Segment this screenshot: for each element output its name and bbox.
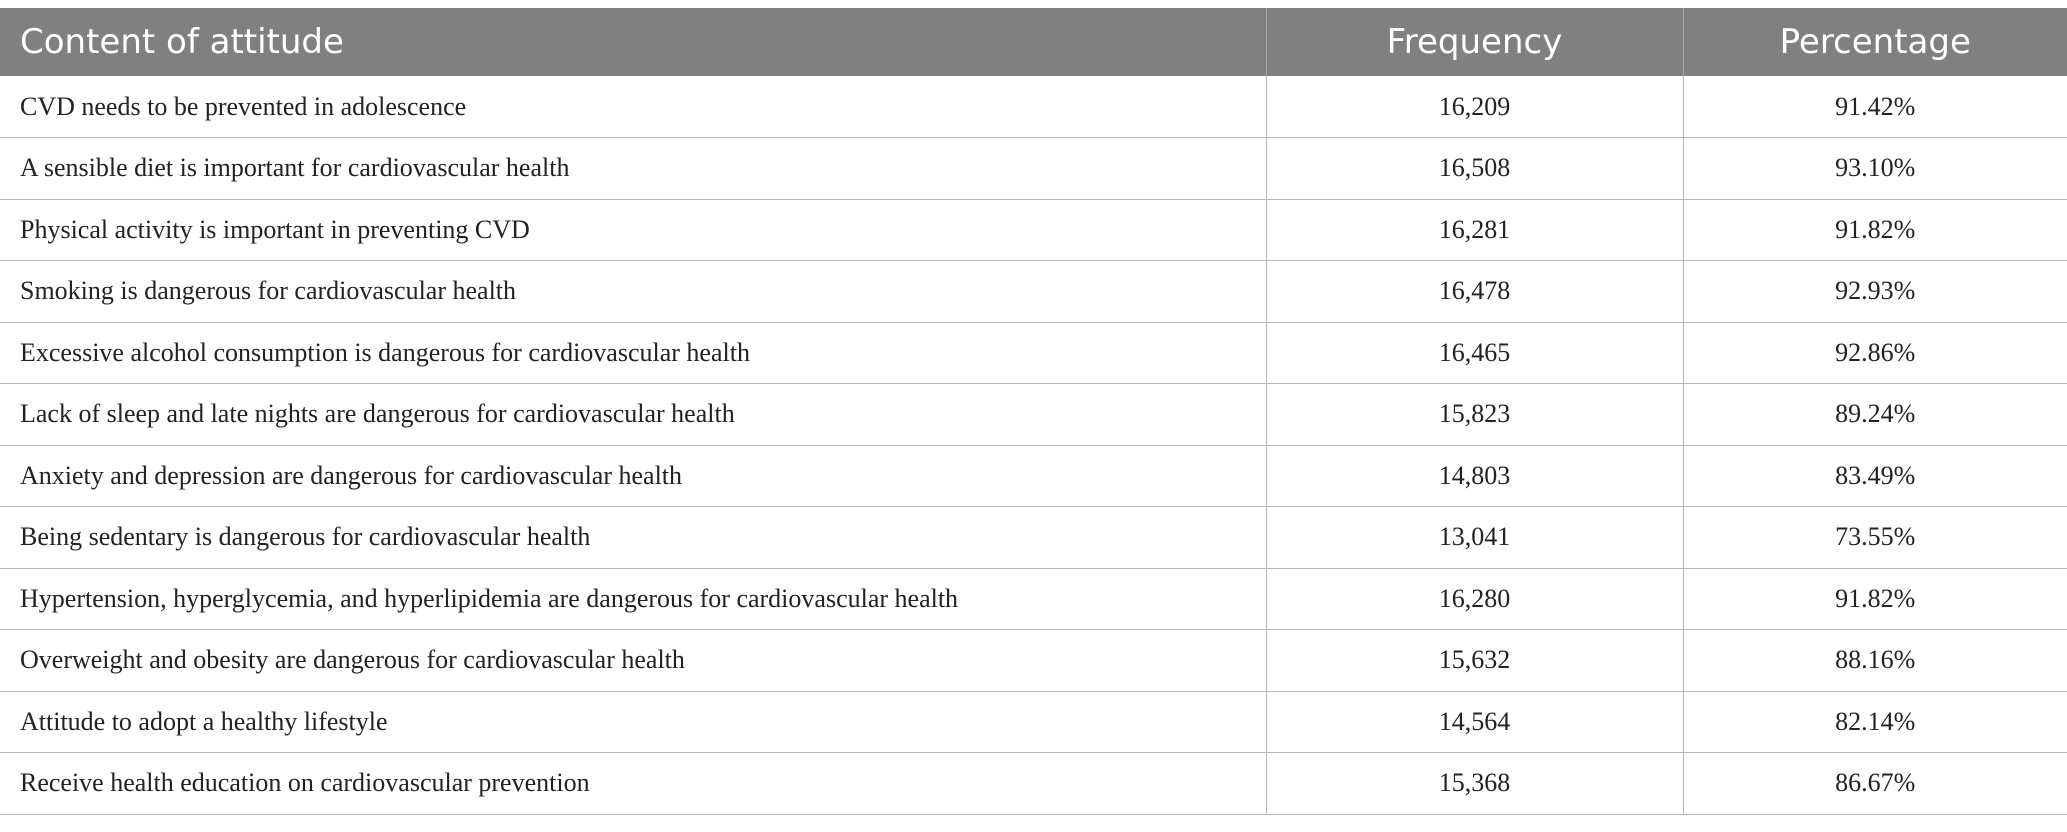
percentage-cell: 88.16% [1683,630,2067,692]
table-row [0,691,2067,753]
frequency-cell: 16,478 [1266,261,1683,323]
attitude-table [0,8,2067,815]
table-row [0,384,2067,446]
table-row [0,138,2067,200]
percentage-cell: 82.14% [1683,691,2067,753]
header-frequency: Frequency [1266,8,1683,76]
attitude-cell: CVD needs to be prevented in adolescence [0,76,1266,138]
percentage-cell: 73.55% [1683,507,2067,569]
frequency-cell: 16,281 [1266,199,1683,261]
percentage-cell: 91.82% [1683,568,2067,630]
attitude-cell: A sensible diet is important for cardiovascular health [0,138,1266,200]
percentage-cell: 91.82% [1683,199,2067,261]
percentage-cell: 92.93% [1683,261,2067,323]
attitude-table-container [0,8,2067,815]
percentage-cell: 83.49% [1683,445,2067,507]
frequency-cell: 15,368 [1266,753,1683,815]
table-row [0,199,2067,261]
attitude-cell: Anxiety and depression are dangerous for cardiovascular health [0,445,1266,507]
table-row [0,76,2067,138]
frequency-cell: 16,280 [1266,568,1683,630]
frequency-cell: 16,209 [1266,76,1683,138]
attitude-cell: Receive health education on cardiovascular prevention [0,753,1266,815]
percentage-cell: 92.86% [1683,322,2067,384]
header-row [0,8,2067,76]
header-content-of-attitude: Content of attitude [0,8,1266,76]
attitude-cell: Attitude to adopt a healthy lifestyle [0,691,1266,753]
attitude-cell: Overweight and obesity are dangerous for cardiovascular health [0,630,1266,692]
percentage-cell: 89.24% [1683,384,2067,446]
header-percentage: Percentage [1683,8,2067,76]
frequency-cell: 15,823 [1266,384,1683,446]
percentage-cell: 86.67% [1683,753,2067,815]
table-row [0,568,2067,630]
frequency-cell: 16,508 [1266,138,1683,200]
table-row [0,630,2067,692]
table-row [0,753,2067,815]
attitude-cell: Lack of sleep and late nights are dangerous for cardiovascular health [0,384,1266,446]
percentage-cell: 93.10% [1683,138,2067,200]
attitude-cell: Hypertension, hyperglycemia, and hyperlipidemia are dangerous for cardiovascular health [0,568,1266,630]
frequency-cell: 16,465 [1266,322,1683,384]
attitude-cell: Being sedentary is dangerous for cardiovascular health [0,507,1266,569]
table-body [0,76,2067,814]
frequency-cell: 15,632 [1266,630,1683,692]
table-row [0,261,2067,323]
table-row [0,322,2067,384]
percentage-cell: 91.42% [1683,76,2067,138]
attitude-cell: Physical activity is important in preventing CVD [0,199,1266,261]
attitude-cell: Smoking is dangerous for cardiovascular health [0,261,1266,323]
attitude-cell: Excessive alcohol consumption is dangerous for cardiovascular health [0,322,1266,384]
table-header [0,8,2067,76]
frequency-cell: 13,041 [1266,507,1683,569]
table-row [0,507,2067,569]
frequency-cell: 14,803 [1266,445,1683,507]
frequency-cell: 14,564 [1266,691,1683,753]
table-row [0,445,2067,507]
